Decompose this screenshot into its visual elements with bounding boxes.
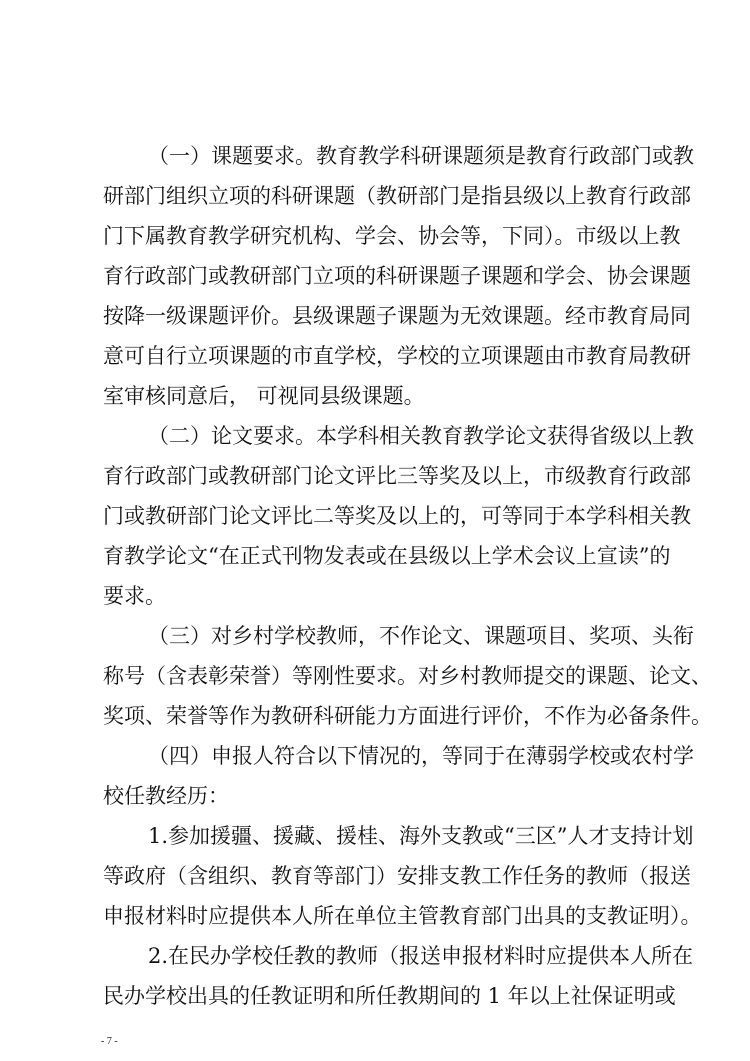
- item-1-line-3: 申报材料时应提供本人所在单位主管教育部门出具的支教证明）。: [103, 904, 702, 928]
- paragraph-4-line-2: 校任教经历：: [103, 784, 229, 808]
- paragraph-3-line-3: 奖项、荣誉等作为教研科研能力方面进行评价，不作为必备条件。: [103, 704, 712, 728]
- item-2-line-2: 民办学校出具的任教证明和所任教期间的 1 年以上社保证明或: [103, 984, 676, 1008]
- paragraph-2-line-5: 要求。: [103, 584, 166, 608]
- paragraph-3-line-2: 称号（含表彰荣誉）等刚性要求。对乡村教师提交的课题、论文、: [103, 664, 712, 688]
- paragraph-1-line-3: 门下属教育教学研究机构、学会、协会等，下同）。市级以上教: [103, 224, 681, 248]
- paragraph-3-line-1: （三）对乡村学校教师，不作论文、课题项目、奖项、头衔: [148, 624, 694, 648]
- item-1-line-1: 1.参加援疆、援藏、援桂、海外支教或“三区”人才支持计划: [148, 824, 694, 848]
- page-number: - 7 -: [101, 1036, 118, 1047]
- paragraph-1-line-7: 室审核同意后， 可视同县级课题。: [103, 384, 425, 408]
- paragraph-1-line-4: 育行政部门或教研部门立项的科研课题子课题和学会、协会课题: [103, 264, 691, 288]
- paragraph-2-line-1: （二）论文要求。本学科相关教育教学论文获得省级以上教: [148, 424, 694, 448]
- paragraph-1-line-5: 按降一级课题评价。县级课题子课题为无效课题。经市教育局同: [103, 304, 691, 328]
- paragraph-2-line-3: 门或教研部门论文评比二等奖及以上的，可等同于本学科相关教: [103, 504, 691, 528]
- paragraph-1-line-6: 意可自行立项课题的市直学校，学校的立项课题由市教育局教研: [103, 344, 691, 368]
- paragraph-1-line-1: （一）课题要求。教育教学科研课题须是教育行政部门或教: [148, 144, 694, 168]
- item-2-line-1: 2.在民办学校任教的教师（报送申报材料时应提供本人所在: [148, 944, 694, 968]
- paragraph-1-line-2: 研部门组织立项的科研课题（教研部门是指县级以上教育行政部: [103, 184, 691, 208]
- paragraph-2-line-2: 育行政部门或教研部门论文评比三等奖及以上，市级教育行政部: [103, 464, 691, 488]
- paragraph-4-line-1: （四）申报人符合以下情况的，等同于在薄弱学校或农村学: [148, 744, 694, 768]
- item-1-line-2: 等政府（含组织、教育等部门）安排支教工作任务的教师（报送: [103, 864, 691, 888]
- paragraph-2-line-4: 育教学论文“在正式刊物发表或在县级以上学术会议上宣读”的: [103, 544, 671, 568]
